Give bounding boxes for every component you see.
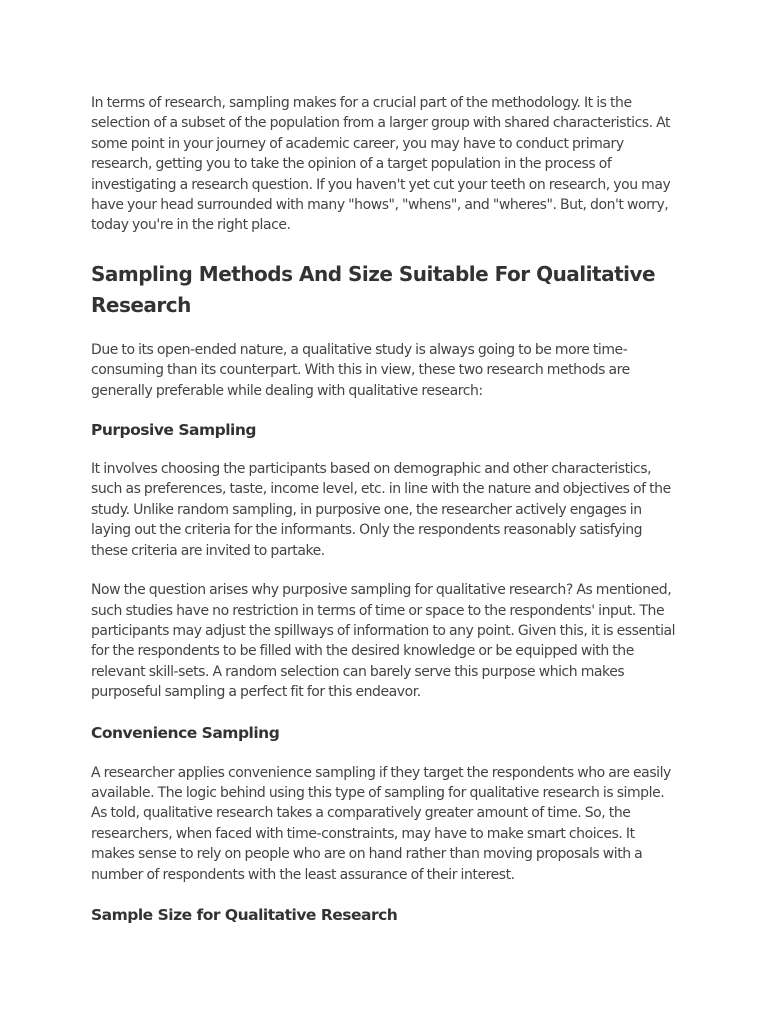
- document-body: [91, 93, 681, 926]
- convenience-paragraph: A researcher applies convenience sampling if they target the respondents who are easily available. The logic behind using this type of sampling for qualitative research is simple. As told, qualitative research takes a comparatively greater amount of time. So, the researchers, when faced with time-constraints, may have to make smart choices. It makes sense to rely on people who are on hand rather than moving proposals with a number of respondents with the least assurance of their interest.: [91, 764, 671, 883]
- sample-size-heading: Sample Size for Qualitative Research: [91, 905, 398, 924]
- convenience-sampling-heading: Convenience Sampling: [91, 723, 280, 742]
- intro-paragraph: In terms of research, sampling makes for a crucial part of the methodology. It is the selection of a subset of the population from a larger group with shared characteristics. At some point in your journey of academic career, you may have to conduct primary research, getting you to take the opinion of a target population in the process of investigating a research question. If you haven't yet cut your teeth on research, you may have your head surrounded with many "hows", "whens", and "wheres". But, don't worry, today you're in the right place.: [91, 95, 671, 234]
- section-heading: Sampling Methods And Size Suitable For Qualitative Research: [91, 261, 656, 317]
- purposive-sampling-heading: Purposive Sampling: [91, 421, 256, 440]
- section-intro-paragraph: Due to its open-ended nature, a qualitative study is always going to be more time-consuming than its counterpart. With this in view, these two research methods are generally preferable while dealing with qualitative research:: [91, 341, 630, 399]
- purposive-paragraph-1: It involves choosing the participants based on demographic and other characteristics, such as preferences, taste, income level, etc. in line with the nature and objectives of the study. Unlike random sampling, in purposive one, the researcher actively engages in laying out the criteria for the informants. Only the respondents reasonably satisfying these criteria are invited to partake.: [91, 461, 671, 559]
- purposive-paragraph-2: Now the question arises why purposive sampling for qualitative research? As mentioned, such studies have no restriction in terms of time or space to the respondents' input. The participants may adjust the spillways of information to any point. Given this, it is essential for the respondents to be filled with the desired knowledge or be equipped with the relevant skill-sets. A random selection can barely serve this purpose which makes purposeful sampling a perfect fit for this endeavor.: [91, 582, 676, 701]
